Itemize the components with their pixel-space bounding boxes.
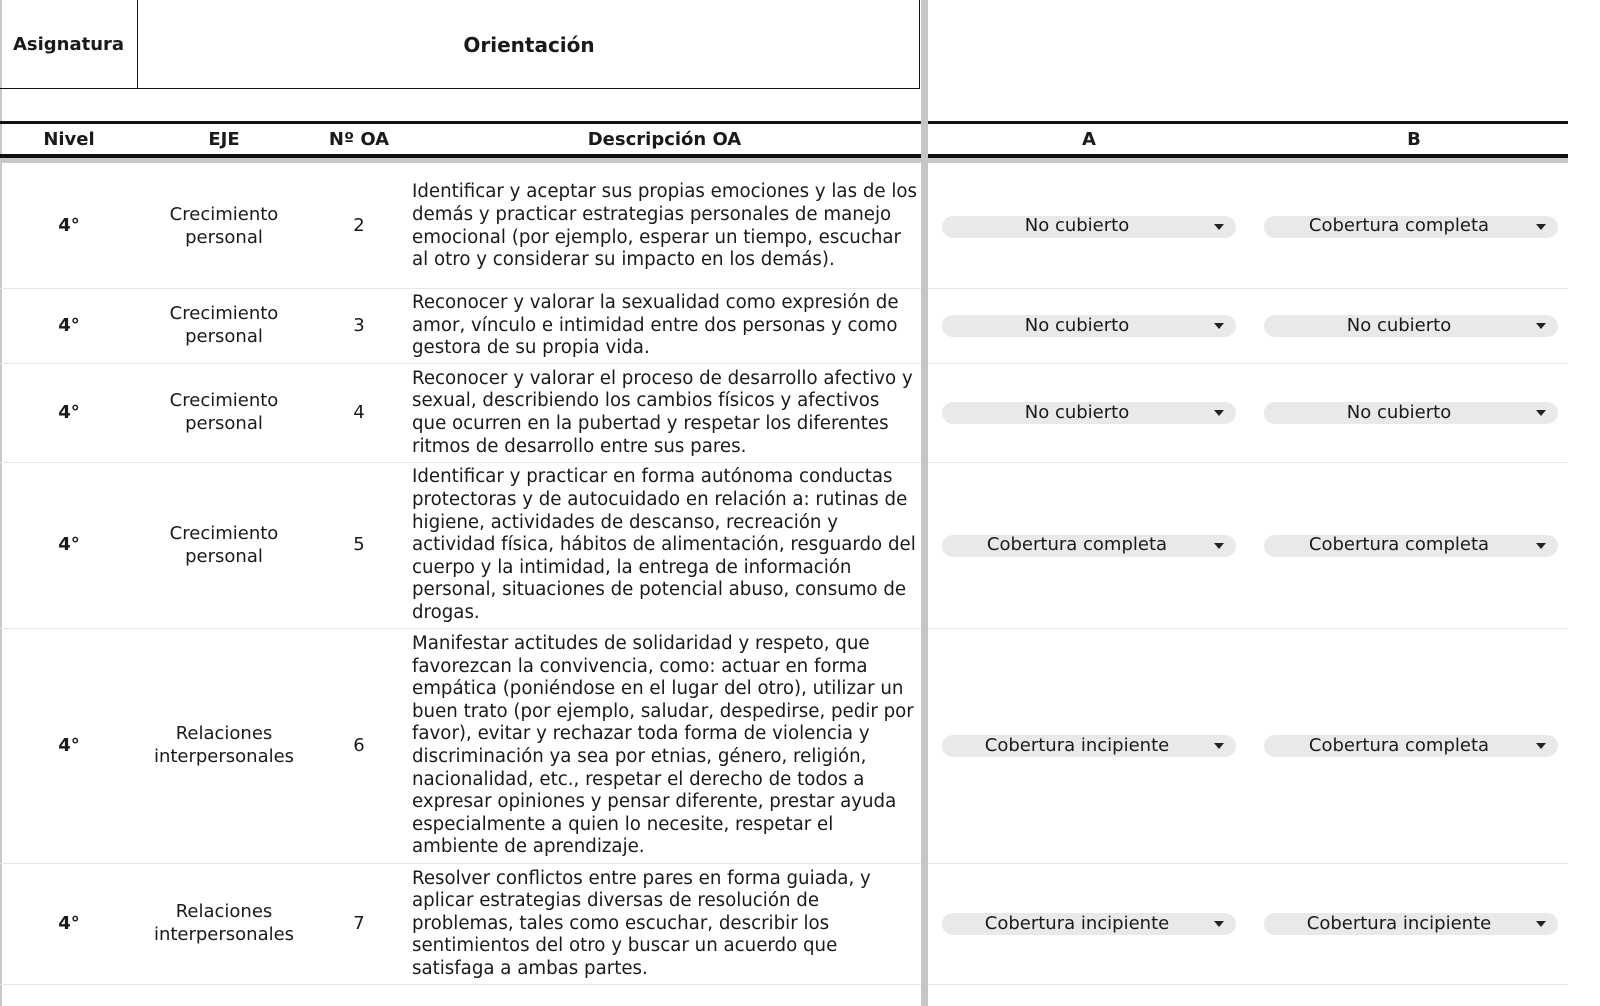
coverage-dropdown-b[interactable] bbox=[1264, 913, 1558, 935]
coverage-dropdown-a[interactable] bbox=[942, 735, 1236, 757]
cell-nivel[interactable]: 4° bbox=[58, 401, 80, 423]
dropdown-arrow-icon[interactable] bbox=[1536, 410, 1546, 416]
cell-nivel[interactable]: 4° bbox=[58, 912, 80, 934]
cell-a[interactable] bbox=[929, 364, 1249, 462]
cell-num-oa[interactable]: 5 bbox=[353, 534, 365, 556]
cell-eje[interactable]: Crecimiento personal bbox=[169, 203, 279, 248]
cell-num-oa[interactable]: 6 bbox=[353, 734, 365, 756]
cell-a[interactable] bbox=[929, 864, 1249, 984]
coverage-dropdown-b[interactable] bbox=[1264, 315, 1558, 337]
cell-descripcion[interactable]: Resolver conflictos entre pares en forma guiada, y aplicar estrategias diversas de resolución de problemas, tales como escuchar, describir los sentimientos del otro y buscar un acuerdo que satisfaga a ambas partes. bbox=[412, 867, 871, 979]
dropdown-arrow-icon[interactable] bbox=[1214, 323, 1224, 329]
frozen-row-divider[interactable] bbox=[0, 158, 1568, 163]
column-header-a[interactable]: A bbox=[1082, 128, 1096, 150]
cell-a[interactable] bbox=[929, 629, 1249, 863]
column-header-b[interactable]: B bbox=[1407, 128, 1421, 150]
cell-descripcion[interactable]: Manifestar actitudes de solidaridad y respeto, que favorezcan la convivencia, como: actuar en forma empática (poniéndose en el lugar del otro), utilizar un buen trato (por ejemplo, saludar, despedirse, pedir por favor), evitar y rechazar toda forma de violencia y discriminación ya sea por etnias, género, religión, nacionalidad, etc., respetar el derecho de todos a expresar opiniones y pensar diferente, prestar ayuda especialmente a quien lo necesite, respetar el ambiente de aprendizaje. bbox=[412, 633, 914, 858]
coverage-dropdown-b[interactable] bbox=[1264, 216, 1558, 238]
subject-label-cell[interactable]: Asignatura bbox=[0, 0, 138, 89]
cell-num-oa[interactable]: 2 bbox=[353, 215, 365, 237]
cell-num-oa[interactable]: 7 bbox=[353, 912, 365, 934]
cell-b[interactable] bbox=[1254, 165, 1568, 288]
cell-a[interactable] bbox=[929, 463, 1249, 628]
cell-nivel[interactable]: 4° bbox=[58, 534, 80, 556]
dropdown-arrow-icon[interactable] bbox=[1214, 410, 1224, 416]
column-header-nivel[interactable]: Nivel bbox=[43, 128, 95, 150]
column-header-eje[interactable]: EJE bbox=[208, 128, 240, 150]
cell-num-oa[interactable]: 3 bbox=[353, 314, 365, 336]
cell-a[interactable] bbox=[929, 289, 1249, 363]
column-header-num-oa[interactable]: Nº OA bbox=[328, 128, 390, 150]
cell-nivel[interactable]: 4° bbox=[58, 314, 80, 336]
table-row bbox=[0, 463, 1568, 629]
cell-num-oa[interactable]: 4 bbox=[353, 401, 365, 423]
coverage-dropdown-a[interactable] bbox=[942, 535, 1236, 557]
dropdown-value: No cubierto bbox=[1024, 401, 1130, 423]
cell-b[interactable] bbox=[1254, 864, 1568, 984]
cell-eje[interactable]: Crecimiento personal bbox=[169, 303, 279, 347]
dropdown-value: Cobertura completa bbox=[1308, 215, 1490, 237]
coverage-dropdown-a[interactable] bbox=[942, 402, 1236, 424]
cell-eje[interactable]: Relaciones interpersonales bbox=[153, 901, 295, 945]
table-row bbox=[0, 864, 1568, 985]
dropdown-arrow-icon[interactable] bbox=[1536, 543, 1546, 549]
dropdown-arrow-icon[interactable] bbox=[1214, 743, 1224, 749]
dropdown-arrow-icon[interactable] bbox=[1536, 224, 1546, 230]
dropdown-arrow-icon[interactable] bbox=[1536, 743, 1546, 749]
cell-descripcion[interactable]: Reconocer y valorar el proceso de desarrollo afectivo y sexual, describiendo los cambios físicos y afectivos que ocurren en la pubertad y respetar los diferentes ritmos de desarrollo entre sus pares. bbox=[412, 367, 913, 457]
cell-b[interactable] bbox=[1254, 289, 1568, 363]
dropdown-arrow-icon[interactable] bbox=[1214, 543, 1224, 549]
coverage-dropdown-b[interactable] bbox=[1264, 402, 1558, 424]
dropdown-value: No cubierto bbox=[1346, 314, 1452, 336]
cell-b[interactable] bbox=[1254, 364, 1568, 462]
cell-descripcion[interactable]: Reconocer y valorar la sexualidad como expresión de amor, vínculo e intimidad entre dos personas y como gestora de su propia vida. bbox=[412, 292, 899, 359]
subject-value-cell[interactable]: Orientación bbox=[463, 32, 595, 57]
dropdown-value: Cobertura incipiente bbox=[984, 912, 1170, 934]
dropdown-arrow-icon[interactable] bbox=[1214, 921, 1224, 927]
frozen-column-divider[interactable] bbox=[921, 0, 928, 1006]
column-header-descripcion[interactable]: Descripción OA bbox=[587, 128, 742, 150]
coverage-dropdown-b[interactable] bbox=[1264, 735, 1558, 757]
cell-b[interactable] bbox=[1254, 463, 1568, 628]
cell-a[interactable] bbox=[929, 165, 1249, 288]
coverage-dropdown-a[interactable] bbox=[942, 315, 1236, 337]
dropdown-value: Cobertura completa bbox=[1308, 734, 1490, 756]
coverage-dropdown-a[interactable] bbox=[942, 216, 1236, 238]
cell-eje[interactable]: Crecimiento personal bbox=[169, 390, 279, 434]
coverage-dropdown-b[interactable] bbox=[1264, 535, 1558, 557]
dropdown-value: No cubierto bbox=[1346, 401, 1452, 423]
dropdown-arrow-icon[interactable] bbox=[1536, 921, 1546, 927]
cell-eje[interactable]: Crecimiento personal bbox=[169, 522, 279, 567]
cell-nivel[interactable]: 4° bbox=[58, 734, 80, 756]
cell-b[interactable] bbox=[1254, 629, 1568, 863]
table-row bbox=[0, 289, 1568, 364]
dropdown-arrow-icon[interactable] bbox=[1536, 323, 1546, 329]
dropdown-value: Cobertura incipiente bbox=[984, 734, 1170, 756]
table-row bbox=[0, 629, 1568, 864]
dropdown-value: No cubierto bbox=[1024, 215, 1130, 237]
table-row bbox=[0, 364, 1568, 463]
table-row bbox=[0, 165, 1568, 289]
dropdown-value: Cobertura incipiente bbox=[1306, 912, 1492, 934]
dropdown-value: Cobertura completa bbox=[1308, 534, 1490, 556]
coverage-dropdown-a[interactable] bbox=[942, 913, 1236, 935]
cell-descripcion[interactable]: Identificar y aceptar sus propias emociones y las de los demás y practicar estrategias personales de manejo emocional (por ejemplo, esperar un tiempo, escuchar al otro y considerar su impacto en los demás). bbox=[412, 181, 917, 271]
dropdown-value: Cobertura completa bbox=[986, 534, 1168, 556]
dropdown-value: No cubierto bbox=[1024, 314, 1130, 336]
cell-eje[interactable]: Relaciones interpersonales bbox=[153, 723, 295, 767]
dropdown-arrow-icon[interactable] bbox=[1214, 224, 1224, 230]
cell-nivel[interactable]: 4° bbox=[58, 215, 80, 237]
subject-title-box bbox=[0, 0, 920, 89]
cell-descripcion[interactable]: Identificar y practicar en forma autónoma conductas protectoras y de autocuidado en relación a: rutinas de higiene, actividades de descanso, recreación y actividad física, hábitos de alimentación, resguardo del cuerpo y la intimidad, la entrega de información personal, situaciones de potencial abuso, consumo de drogas. bbox=[412, 466, 916, 623]
